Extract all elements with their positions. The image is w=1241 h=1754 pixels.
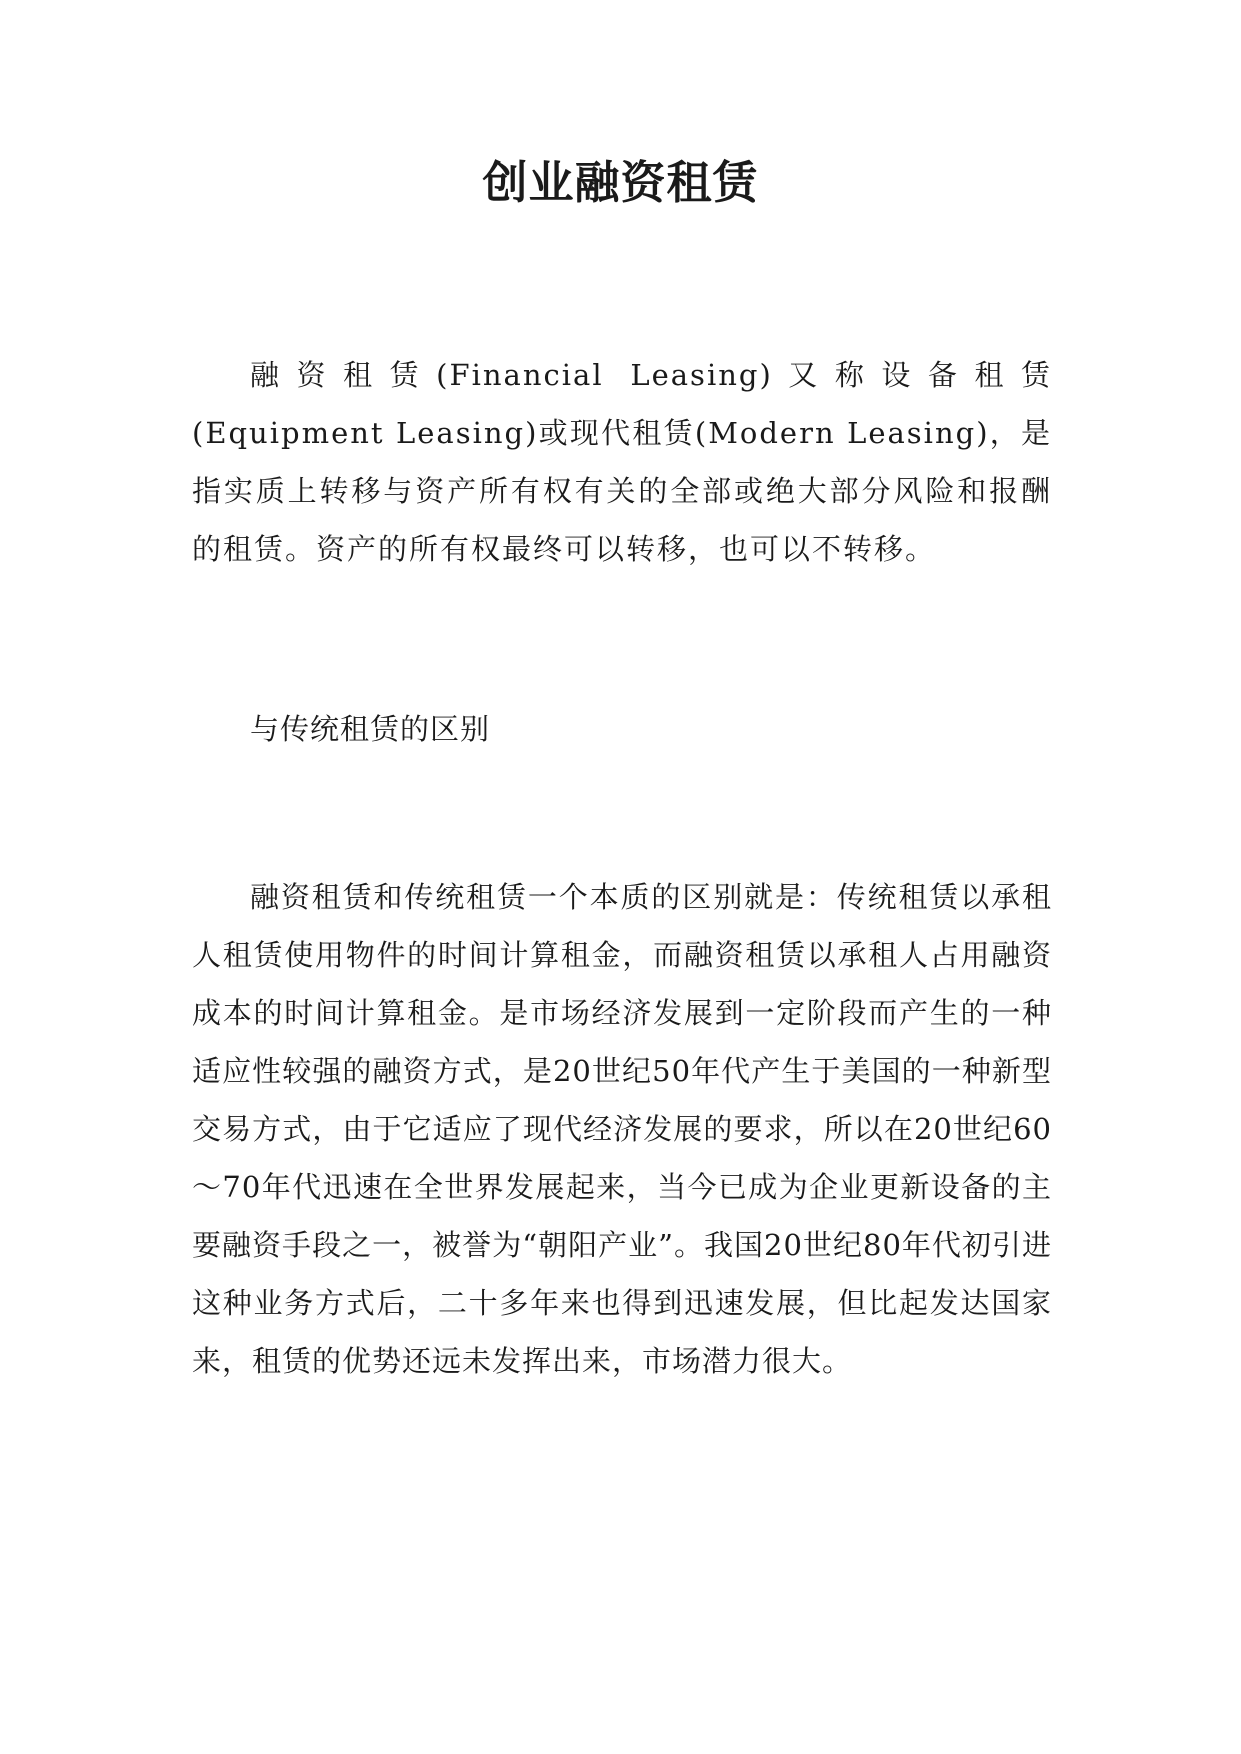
intro-paragraph: 融资租赁(Financial Leasing)又称设备租赁(Equipment Leasing)或现代租赁(Modern Leasing)，是指实质上转移与资产所有权有关的全部或绝大部分风险和报酬的租赁。资产的所有权最终可以转移，也可以不转移。 [192, 358, 1052, 566]
section-paragraph: 融资租赁和传统租赁一个本质的区别就是：传统租赁以承租人租赁使用物件的时间计算租金，而融资租赁以承租人占用融资成本的时间计算租金。是市场经济发展到一定阶段而产生的一种适应性较强的融资方式，是20世纪50年代产生于美国的一种新型交易方式，由于它适应了现代经济发展的要求，所以在20世纪60～70年代迅速在全世界发展起来，当今已成为企业更新设备的主要融资手段之一，被誉为“朝阳产业”。我国20世纪80年代初引进这种业务方式后，二十多年来也得到迅速发展，但比起发达国家来，租赁的优势还远未发挥出来，市场潜力很大。 [192, 880, 1052, 1378]
document-title: 创业融资租赁 [482, 156, 759, 209]
section-heading: 与传统租赁的区别 [250, 712, 491, 746]
